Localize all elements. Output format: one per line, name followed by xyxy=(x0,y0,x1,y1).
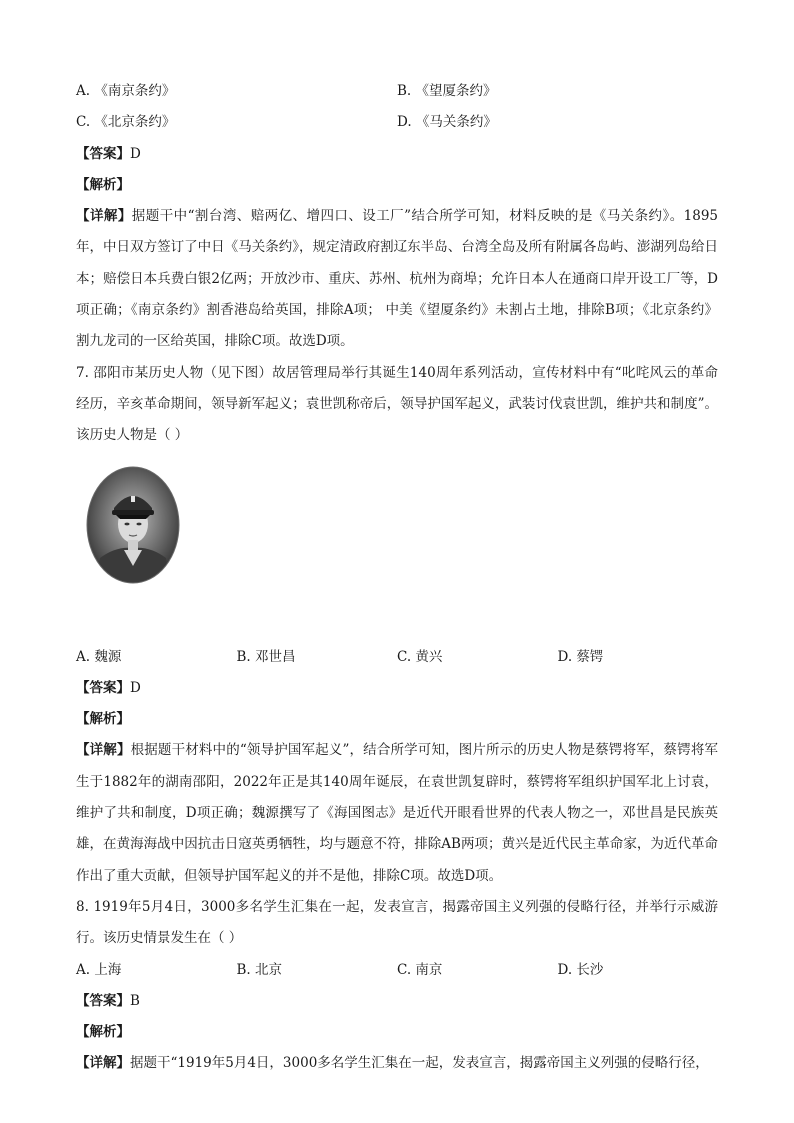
q7-answer-tag: 【答案】 xyxy=(76,679,130,696)
q6-option-a: A. 《南京条约》 xyxy=(76,83,176,99)
q6-option-b: B. 《望厦条约》 xyxy=(397,83,497,99)
q6-options-row-1 xyxy=(76,76,718,107)
q7-option-d: D. 蔡锷 xyxy=(557,648,604,665)
q7-option-a: A. 魏源 xyxy=(76,648,122,665)
q8-answer-tag: 【答案】 xyxy=(76,992,130,1009)
q8-option-b: B. 北京 xyxy=(236,961,283,978)
q7-option-c: C. 黄兴 xyxy=(397,648,443,665)
q6-answer-tag: 【答案】 xyxy=(76,145,130,162)
q8-options xyxy=(76,955,718,986)
q7-analysis-tag: 【解析】 xyxy=(76,711,130,728)
q6-option-d: D. 《马关条约》 xyxy=(397,114,497,131)
q8-option-c: C. 南京 xyxy=(397,961,443,978)
q7-option-b: B. 邓世昌 xyxy=(236,648,296,665)
portrait-photo xyxy=(86,466,180,584)
q7-options xyxy=(76,642,718,673)
q7-stem: 7. 邵阳市某历史人物（见下图）故居管理局举行其诞生140周年系列活动，宣传材料中有“叱咤风云的革命经历，辛亥革命期间，领导新军起义；袁世凯称帝后，领导护国军起义，武装讨伐袁世凯，维护共和制度”。该历史人物是（ ） xyxy=(76,364,718,444)
q8-answer-value: B xyxy=(130,992,140,1009)
q8-answer xyxy=(76,986,718,1017)
q7-detail xyxy=(76,735,718,891)
q6-option-c: C. 《北京条约》 xyxy=(76,114,176,131)
q8-analysis-tag: 【解析】 xyxy=(76,1024,130,1041)
q8-detail-tag: 【详解】 xyxy=(76,1055,130,1072)
q6-options-row-2 xyxy=(76,107,718,138)
q8-detail-text: 据题干“1919年5月4日，3000多名学生汇集在一起，发表宣言，揭露帝国主义列强的侵略行径， xyxy=(130,1055,709,1072)
q6-detail xyxy=(76,201,718,357)
q6-answer-value: D xyxy=(130,145,141,162)
q8-option-d: D. 长沙 xyxy=(557,961,604,978)
q6-detail-tag: 【详解】 xyxy=(76,208,132,225)
q7-figure xyxy=(76,452,718,642)
q8-stem: 8. 1919年5月4日，3000多名学生汇集在一起，发表宣言，揭露帝国主义列强的侵略行径，并举行示威游行。该历史情景发生在（ ） xyxy=(76,898,718,947)
document-page xyxy=(76,76,718,1080)
q6-analysis-tag: 【解析】 xyxy=(76,176,130,193)
q7-detail-tag: 【详解】 xyxy=(76,742,131,759)
q7-detail-text: 根据题干材料中的“领导护国军起义”，结合所学可知，图片所示的历史人物是蔡锷将军，蔡锷将军生于1882年的湖南邵阳，2022年正是其140周年诞辰，在袁世凯复辟时，蔡锷将军组织护国军北上讨袁，维护了共和制度，D项正确；魏源撰写了《海国图志》是近代开眼看世界的代表人物之一，邓世昌是民族英雄，在黄海海战中因抗击日寇英勇牺牲，均与题意不符，排除AB两项；黄兴是近代民主革命家，为近代革命作出了重大贡献，但领导护国军起义的并不是他，排除C项。故选D项。 xyxy=(76,742,719,884)
q6-detail-text: 据题干中“割台湾、赔两亿、增四口、设工厂”结合所学可知，材料反映的是《马关条约》。1895年，中日双方签订了中日《马关条约》，规定清政府割辽东半岛、台湾全岛及所有附属各岛屿、澎湖列岛给日本；赔偿日本兵费白银2亿两；开放沙市、重庆、苏州、杭州为商埠；允许日本人在通商口岸开设工厂等，D项正确；《南京条约》割香港岛给英国，排除A项； 中美《望厦条约》未割占土地，排除B项；《北京条约》割九龙司的一区给英国，排除C项。故选D项。 xyxy=(76,208,718,350)
q7-answer xyxy=(76,673,718,704)
q6-answer xyxy=(76,139,718,170)
q8-option-a: A. 上海 xyxy=(76,961,122,978)
q8-detail xyxy=(76,1048,718,1079)
q7-answer-value: D xyxy=(130,679,141,696)
